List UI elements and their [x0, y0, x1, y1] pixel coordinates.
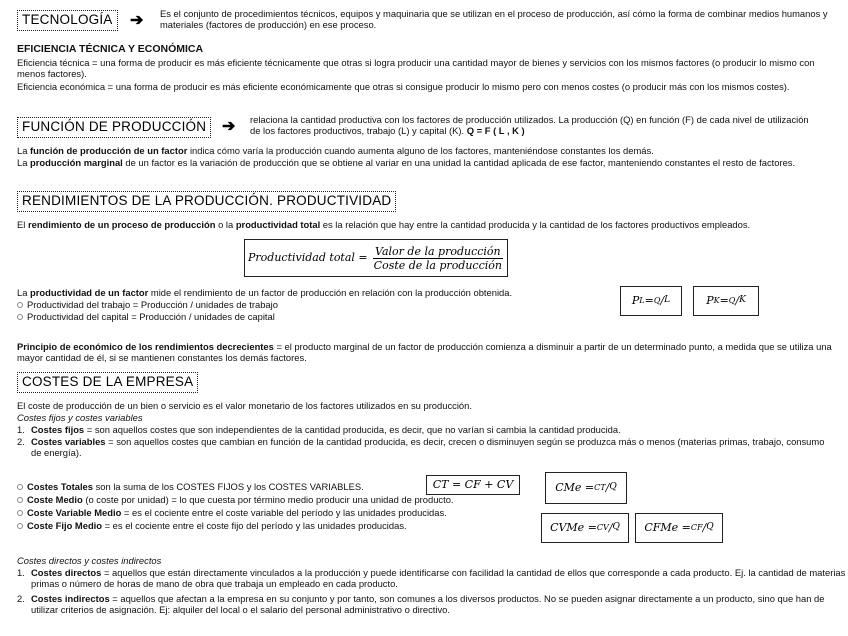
text: La	[17, 145, 31, 156]
arrow-right-icon: ➔	[130, 12, 144, 29]
bullet-trabajo	[17, 299, 278, 310]
productividad-total-formula	[244, 239, 508, 277]
text-bold: Costes directos	[31, 567, 102, 578]
costes-item-directos	[17, 567, 846, 589]
text: de un factor es la variación de producción que se obtiene al variar en una unidad la cantidad aplicada de ese factor, manteniendo constantes el resto de factores.	[122, 157, 796, 168]
text: = son aquellos costes que cambian en función de la cantidad producida, es decir, crecen o disminuyen según se produzca más o menos (materias primas, trabajo, consumo de energía).	[31, 436, 825, 459]
text: K	[739, 295, 746, 306]
costes-item-fijos	[17, 424, 832, 435]
arrow-right-icon: ➔	[222, 118, 236, 135]
funcion-definition-text: relaciona la cantidad productiva con los factores de producción utilizados. La producción (Q) en función (F) de cada nivel de utilización de los factores productivos, trabajo (L) y capital (K).	[250, 114, 809, 137]
text: = aquellos que afectan a la empresa en su conjunto y por tanto, son comunes a los diversos productos. No se pueden asignar directamente a un producto, sino que han de utilizar criterios de asignación. Ej: alquiler del local o el salario del personal administrativo o directivo.	[31, 593, 825, 616]
list-number: 2.	[17, 436, 25, 447]
bullet-icon	[17, 484, 23, 490]
text: = son aquellos costes que son independientes de la cantidad producida, es decir, que no varían si cambia la cantidad producida.	[84, 424, 621, 435]
eficiencia-heading: EFICIENCIA TÉCNICA Y ECONÓMICA	[17, 43, 204, 55]
text: CV	[596, 523, 609, 533]
slash-symbol: /	[660, 294, 665, 308]
text: P	[631, 294, 640, 308]
text: La	[17, 157, 31, 168]
principio-rendimientos	[17, 341, 832, 363]
text: = aquellos que están directamente vinculados a la producción y puede identificarse con facilidad la cantidad de ellos que corresponde a cada producto. Ej. la cantidad de materias primas o número de horas de mano de obra que trabaja un empleado en cada producto.	[31, 567, 846, 590]
eficiencia-tecnica: Eficiencia técnica = una forma de producir es más eficiente técnicamente que otras si logra producir una cantidad mayor de bienes y servicios con los mismos factores (o producir lo mismo con menos factores).	[17, 57, 815, 80]
text: mide el rendimiento de un factor de producción en relación con la producción obtenida.	[148, 287, 513, 298]
text: K	[713, 296, 720, 306]
list-number: 1.	[17, 424, 25, 435]
bullet-icon	[17, 510, 23, 516]
text: = el producto marginal de un factor de producción comienza a disminuir a partir de un determinado punto, a medida que se utiliza una mayor cantidad de él, si se mantienen constantes los demás factores.	[17, 341, 832, 364]
pk-formula	[693, 286, 759, 316]
text: Q	[728, 296, 736, 306]
formula-lhs: Productividad total =	[248, 251, 368, 265]
bullet-icon	[17, 523, 23, 529]
text-bold: productividad total	[235, 219, 321, 230]
text-bold: Costes variables	[31, 436, 106, 447]
text: =	[644, 294, 654, 308]
ct-formula: CT = CF + CV	[426, 475, 520, 495]
text: CFMe =	[644, 521, 691, 535]
text: =	[719, 294, 729, 308]
text-bold: productividad de un factor	[30, 287, 149, 298]
costes-heading: COSTES DE LA EMPRESA	[17, 372, 198, 393]
text: Q	[609, 482, 617, 493]
text: (o coste por unidad) = lo que cuesta por término medio producir una unidad de producto.	[82, 494, 454, 505]
text-bold: producción marginal	[30, 157, 123, 168]
formula-fraction	[372, 245, 504, 272]
text: Productividad del capital = Producción / unidades de capital	[27, 311, 275, 322]
costes-directos-indirectos-title: Costes directos y costes indirectos	[17, 555, 162, 566]
funcion-definition	[250, 114, 820, 136]
bullet-icon	[17, 497, 23, 503]
tecnologia-definition: Es el conjunto de procedimientos técnicos, equipos y maquinaria que se utilizan en el proceso de producción, así cómo la forma de combinar medios humanos y materiales (factores de producción) en ese proceso.	[160, 8, 828, 31]
text: o la	[215, 219, 236, 230]
slash-symbol: /	[702, 521, 707, 535]
slash-symbol: /	[735, 294, 740, 308]
costes-intro: El coste de producción de un bien o servicio es el valor monetario de los factores utilizados en su producción.	[17, 400, 472, 411]
formula-numerator: Valor de la producción	[375, 244, 501, 258]
text-bold: rendimiento de un proceso de producción	[27, 219, 216, 230]
text-bold: función de producción de un factor	[30, 145, 188, 156]
coste-medio	[17, 494, 454, 505]
text: son la suma de los COSTES FIJOS y los COSTES VARIABLES.	[93, 481, 364, 492]
text: es la relación que hay entre la cantidad producida y la cantidad de los factores productivos empleados.	[320, 219, 751, 230]
productividad-factor	[17, 287, 617, 298]
list-number: 1.	[17, 567, 25, 578]
text: L	[639, 296, 645, 306]
text: Q	[653, 296, 661, 306]
text: = es el cociente entre el coste variable del período y las unidades producidas.	[121, 507, 447, 518]
text: indica cómo varía la producción cuando aumenta alguno de los factores, manteniéndose constantes los demás.	[187, 145, 654, 156]
text-bold: Coste Medio	[27, 494, 83, 505]
formula-denominator: Coste de la producción	[373, 258, 502, 272]
coste-fijo-medio	[17, 520, 407, 531]
bullet-icon	[17, 314, 23, 320]
cvme-formula	[541, 513, 629, 543]
funcion-formula: Q = F ( L , K )	[466, 125, 525, 137]
pl-formula	[620, 286, 682, 316]
text: Q	[706, 522, 714, 533]
funcion-p1	[17, 145, 832, 156]
eficiencia-economica: Eficiencia económica = una forma de producir es más eficiente económicamente que otras si consigue producir lo mismo pero con menos costes (o producir más con los mismos costes).	[17, 81, 790, 92]
funcion-heading: FUNCIÓN DE PRODUCCIÓN	[17, 117, 211, 138]
text-bold: Principio de económico de los rendimientos decrecientes	[17, 341, 274, 352]
text-bold: Coste Variable Medio	[27, 507, 122, 518]
coste-totales	[17, 481, 364, 492]
text-bold: Costes indirectos	[31, 593, 110, 604]
funcion-p2	[17, 157, 832, 168]
text: CT	[594, 483, 606, 493]
text: L	[664, 295, 671, 306]
text: Q	[612, 522, 620, 533]
text: La	[17, 287, 31, 298]
slash-symbol: /	[608, 521, 613, 535]
text: CMe =	[555, 481, 595, 495]
text: El	[17, 219, 28, 230]
list-number: 2.	[17, 593, 25, 604]
cme-formula	[545, 472, 627, 504]
text: = es el cociente entre el coste fijo del período y las unidades producidas.	[102, 520, 407, 531]
tecnologia-heading: TECNOLOGÍA	[17, 10, 118, 31]
coste-variable-medio	[17, 507, 447, 518]
rendimientos-intro	[17, 219, 832, 230]
bullet-icon	[17, 302, 23, 308]
text: Productividad del trabajo = Producción / unidades de trabajo	[27, 299, 278, 310]
text-bold: Coste Fijo Medio	[27, 520, 102, 531]
text: CVMe =	[550, 521, 597, 535]
costes-fijos-variables-title: Costes fijos y costes variables	[17, 412, 143, 423]
text-bold: Costes fijos	[31, 424, 85, 435]
text-bold: Costes Totales	[27, 481, 93, 492]
slash-symbol: /	[605, 481, 610, 495]
text: P	[706, 294, 714, 308]
cfme-formula	[635, 513, 723, 543]
costes-item-variables	[17, 436, 831, 458]
costes-item-indirectos	[17, 593, 846, 615]
text: CF	[690, 523, 703, 533]
bullet-capital	[17, 311, 275, 322]
rendimientos-heading: RENDIMIENTOS DE LA PRODUCCIÓN. PRODUCTIVIDAD	[17, 191, 396, 212]
